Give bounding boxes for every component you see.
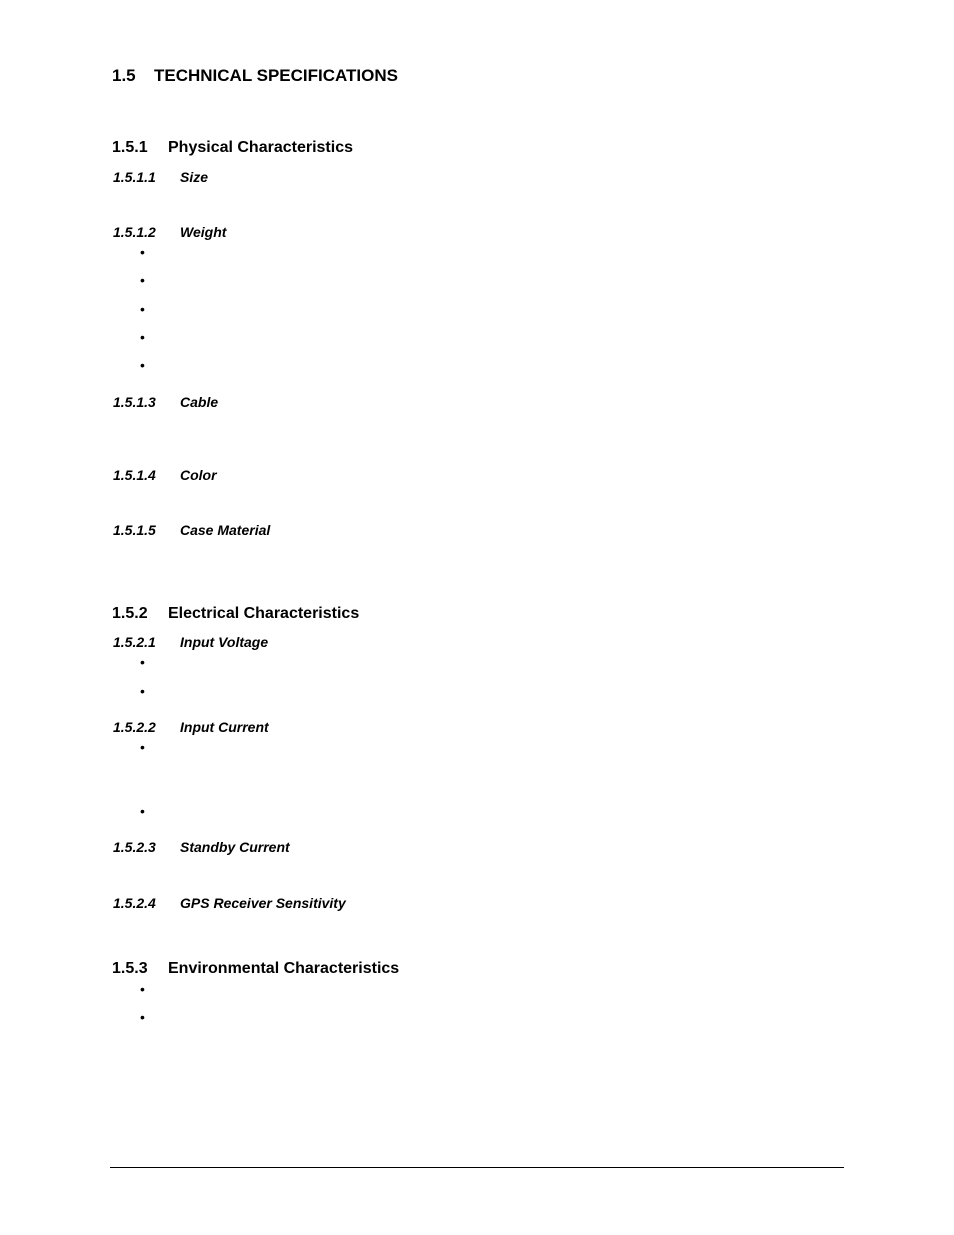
input-voltage-number: 1.5.2.1	[113, 634, 156, 650]
input-current-heading	[113, 719, 269, 735]
size-heading	[113, 169, 208, 185]
physical-number: 1.5.1	[112, 139, 148, 156]
physical-title: Physical Characteristics	[168, 139, 353, 156]
environmental-heading	[112, 960, 399, 978]
input-voltage-title: Input Voltage	[180, 634, 269, 650]
input-current-bullet-2: •	[140, 803, 145, 819]
gps-sensitivity-title: GPS Receiver Sensitivity	[180, 895, 346, 911]
electrical-heading	[112, 605, 359, 623]
environmental-bullet-2: •	[140, 1009, 145, 1025]
cable-title: Cable	[180, 394, 219, 410]
weight-bullet-3: •	[140, 301, 145, 317]
color-number: 1.5.1.4	[113, 467, 156, 483]
gps-sensitivity-heading	[113, 895, 346, 911]
weight-title: Weight	[180, 224, 227, 240]
input-voltage-heading	[113, 634, 268, 650]
standby-current-title: Standby Current	[180, 839, 290, 855]
weight-bullet-4: •	[140, 329, 145, 345]
weight-heading	[113, 224, 226, 240]
section-title: TECHNICAL SPECIFICATIONS	[154, 66, 398, 85]
standby-current-heading	[113, 839, 290, 855]
input-current-bullet-1: •	[140, 739, 145, 755]
section-number: 1.5	[112, 66, 136, 85]
electrical-title: Electrical Characteristics	[168, 605, 360, 622]
color-heading	[113, 467, 217, 483]
cable-number: 1.5.1.3	[113, 394, 156, 410]
physical-heading	[112, 139, 353, 157]
color-title: Color	[180, 467, 217, 483]
electrical-number: 1.5.2	[112, 605, 148, 622]
weight-bullet-2: •	[140, 272, 145, 288]
size-number: 1.5.1.1	[113, 169, 156, 185]
environmental-bullet-1: •	[140, 981, 145, 997]
weight-bullet-1: •	[140, 244, 145, 260]
input-current-number: 1.5.2.2	[113, 719, 156, 735]
cable-heading	[113, 394, 218, 410]
case-material-heading	[113, 522, 270, 538]
weight-bullet-5: •	[140, 357, 145, 373]
case-material-number: 1.5.1.5	[113, 522, 156, 538]
input-voltage-bullet-2: •	[140, 683, 145, 699]
input-current-title: Input Current	[180, 719, 269, 735]
environmental-number: 1.5.3	[112, 960, 148, 977]
section-heading	[112, 66, 398, 86]
footer-divider	[110, 1167, 844, 1168]
case-material-title: Case Material	[180, 522, 271, 538]
weight-number: 1.5.1.2	[113, 224, 156, 240]
input-voltage-bullet-1: •	[140, 654, 145, 670]
gps-sensitivity-number: 1.5.2.4	[113, 895, 156, 911]
size-title: Size	[180, 169, 209, 185]
environmental-title: Environmental Characteristics	[168, 960, 400, 977]
standby-current-number: 1.5.2.3	[113, 839, 156, 855]
